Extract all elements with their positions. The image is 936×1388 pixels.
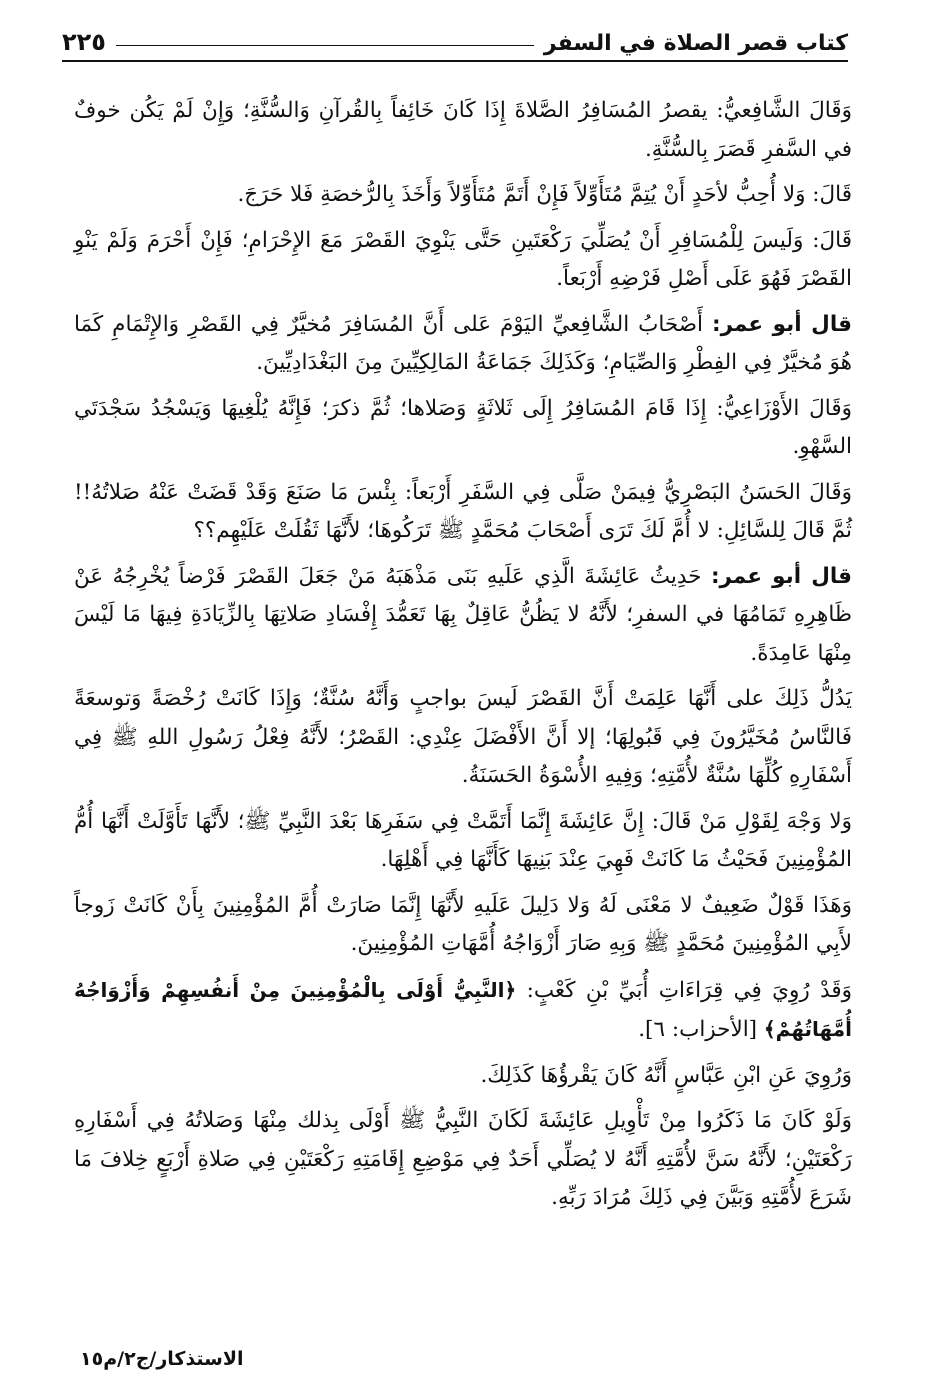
paragraph: وَرُوِيَ عَنِ ابْنِ عَبَّاسٍ أَنَّهُ كَانَ يَقْرؤُهَا كَذَلِكَ.	[480, 1062, 852, 1088]
speaker-label: قال أبو عمر:	[711, 311, 852, 337]
paragraph: قَالَ: وَلَيسَ لِلْمُسَافِرِ أَنْ يُصَلِّيَ رَكْعَتَينِ حَتَّى يَنْوِيَ القَصْرَ مَعَ الإِحْرَامِ؛ فَإِنْ أَحْرَمَ وَلَمْ يَنْوِ القَصْرَ فَهُوَ عَلَى أَصْلِ فَرْضِهِ أَرْبَعاً.	[74, 227, 852, 291]
paragraph: وَهَذَا قَوْلٌ ضَعِيفٌ لا مَعْنَى لَهُ وَلا دَلِيلَ عَلَيهِ لأَنَّهَا إِنَّمَا صَارَتْ أُمَّ المُؤْمِنِينَ بِأَنْ كَانَتْ زَوجاً لأَبِي المُؤْمِنِينَ مُحَمَّدٍ ﷺ وَبِهِ صَارَ أَزْوَاجُهُ أُمَّهَاتِ المُؤْمِنِينَ.	[74, 892, 852, 956]
page-signature: الاستذكار/ج٢/م١٥	[80, 1348, 244, 1370]
paragraph: وَقَدْ رُوِيَ فِي قِرَاءَاتِ أُبَيِّ بْنِ كَعْبٍ: ﴿النَّبِيُّ أَوْلَى بِالْمُؤْمِنِينَ مِنْ أَنفُسِهِمْ وَأَزْوَاجُهُ أُمَّهَاتُهُمْ﴾ [الأحزاب: ٦].	[74, 977, 852, 1042]
page-header	[62, 14, 848, 58]
paragraph: وَقَالَ الأَوْزَاعِيُّ: إِذَا قَامَ المُسَافِرُ إِلَى ثَلاثَةٍ وَصَلاها؛ ثُمَّ ذكرَ؛ فَإِنَّهُ يُلْغِيهَا وَيَسْجُدُ سَجْدَتَي السَّهْوِ.	[74, 395, 852, 459]
body-text	[74, 92, 852, 1225]
paragraph: قَالَ: وَلا أُحِبُّ لأحَدٍ أَنْ يُتِمَّ مُتَأَوِّلاً فَإِنْ أَتَمَّ مُتَأَوِّلاً وَأَخَذَ بِالرُّخصَةِ فَلا حَرَجَ.	[237, 182, 852, 207]
paragraph: وَلا وَجْهَ لِقَوْلِ مَنْ قَالَ: إِنَّ عَائِشَةَ إِنَّمَا أَتَمَّتْ فِي سَفَرِهَا بَعْدَ النَّبِيِّ ﷺ؛ لأَنَّهَا تَأَوَّلَتْ أَنَّهَا أُمُّ المُؤْمِنِينَ فَحَيْثُ مَا كَانَتْ فَهِيَ عِنْدَ بَنِيهَا كَأَنَّهَا فِي أَهْلِهَا.	[74, 808, 852, 872]
header-rule	[116, 45, 534, 46]
paragraph: وَقَالَ الشَّافِعيُّ: يقصرُ المُسَافِرُ الصَّلاةَ إِذَا كَانَ خَائِفاً بِالقُرآنِ وَالسُّنَّةِ؛ وَإِنْ لَمْ يَكُن خوفٌ في السَّفرِ قَصَرَ بِالسُّنَّةِ.	[74, 98, 852, 162]
quran-quote: ﴿النَّبِيُّ أَوْلَى بِالْمُؤْمِنِينَ مِنْ أَنفُسِهِمْ وَأَزْوَاجُهُ أُمَّهَاتُهُمْ﴾	[74, 977, 852, 1041]
paragraph: قال أبو عمر: أَصْحَابُ الشَّافِعيِّ اليَوْمَ عَلى أَنَّ المُسَافِرَ مُخيَّرٌ فِي القَصْرِ وَالإِتْمَامِ كَمَا هُوَ مُخيَّرٌ فِي الفِطْرِ وَالصِّيَامِ؛ وَكَذَلِكَ جَمَاعَةُ المَالِكِيِّينَ مِنَ البَغْدَادِيِّينَ.	[74, 311, 852, 375]
chapter-title: كتاب قصر الصلاة في السفر	[543, 31, 848, 56]
page-number: ٢٢٥	[62, 28, 106, 56]
paragraph: وَقَالَ الحَسَنُ البَصْرِيُّ فِيمَنْ صَلَّى فِي السَّفَرِ أَرْبَعاً: بِئْسَ مَا صَنَعَ وَقَدْ قَضَتْ عَنْهُ صَلاتُهُ!! ثُمَّ قَالَ لِلسَّائِلِ: لا أُمَّ لَكَ تَرَى أَصْحَابَ مُحَمَّدٍ ﷺ تَرَكُوهَا؛ لأَنَّهَا ثَقُلَتْ عَلَيْهِم؟؟	[74, 479, 852, 543]
paragraph: قال أبو عمر: حَدِيثُ عَائِشَةَ الَّذِي عَلَيهِ بَنَى مَذْهَبَهُ مَنْ جَعَلَ القَصْرَ فَرْضاً يُخْرِجُهُ عَنْ ظَاهِرِهِ تَمَامُهَا في السفرِ؛ لأَنَّهُ لا يَظُنُّ عَاقِلٌ بِهَا تَعَمُّدَ إِفْسَادِ صَلاتِهَا بِالزِّيَادَةِ فِيهَا مَا لَيْسَ مِنْهَا عَامِدَةً.	[74, 563, 852, 666]
header-divider	[62, 60, 848, 62]
paragraph: وَلَوْ كَانَ مَا ذَكَرُوا مِنْ تَأْوِيلِ عَائِشَةَ لَكَانَ النَّبِيُّ ﷺ أَوْلَى بِذلك مِنْهَا وَصَلاتُهُ فِي أَسْفَارِهِ رَكْعَتَيْنِ؛ لأَنَّهُ سَنَّ لأُمَّتِهِ أَنَّهُ لا يُصَلِّي أَحَدٌ فِي مَوْضِعِ إِقَامَتِهِ رَكْعَتَيْنِ فِي صَلاةِ أَرْبَعٍ خِلافَ مَا شَرَعَ لأُمَّتِهِ وَبَيَّنَ فِي ذَلِكَ مُرَادَ رَبِّهِ.	[74, 1108, 852, 1210]
paragraph: يَدُلُّ ذَلِكَ على أَنَّهَا عَلِمَتْ أَنَّ القَصْرَ لَيسَ بواجبٍ وَأَنَّهُ سُنَّةٌ؛ وَإِذَا كَانَتْ رُخْصَةً وَتوسعَةً فَالنَّاسُ مُخَيَّرُونَ فِي قَبُولِهَا؛ إلا أَنَّ الأَفْضَلَ عِنْدِي: القَصْرُ؛ لأَنَّهُ فِعْلُ رَسُولِ اللهِ ﷺ فِي أَسْفَارِهِ كُلِّهَا سُنَّةٌ لأُمَّتِهِ؛ وَفِيهِ الأُسْوَةُ الحَسَنَةُ.	[74, 686, 852, 788]
speaker-label: قال أبو عمر:	[710, 563, 852, 589]
quran-reference: [الأحزاب: ٦].	[638, 1017, 758, 1042]
